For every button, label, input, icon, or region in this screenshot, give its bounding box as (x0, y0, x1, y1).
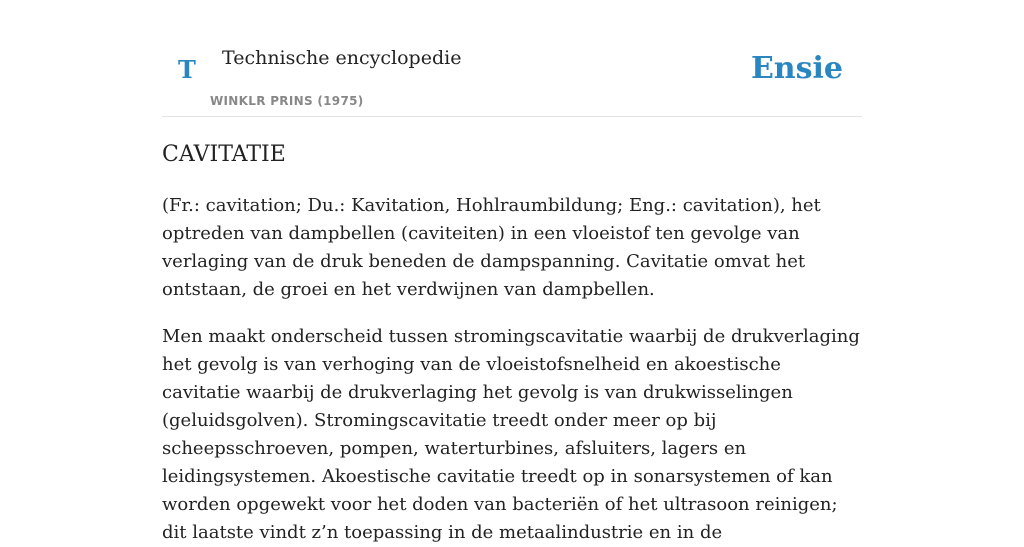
brand-logo[interactable]: Ensie (750, 51, 843, 86)
encyclopedia-edition: WINKLR PRINS (1975) (210, 94, 364, 108)
article-paragraph: Men maakt onderscheid tussen stromingscavitatie waarbij de drukverlaging het gevolg is van verhoging van de vloeistofsnelheid en akoestische cavitatie waarbij de drukverlaging het gevolg is van drukwisselingen (geluidsgolven). Stromingscavitatie treedt onder meer op bij scheepsschroeven, pompen, waterturbines, afsluiters, lagers en leidingsystemen. Akoestische cavitatie treedt op in sonarsystemen of kan worden opgewekt voor het doden van bacteriën of het ultrasoon reinigen; dit laatste vindt z’n toepassing in de metaalindustrie en in de (162, 326, 860, 543)
article-paragraph: (Fr.: cavitation; Du.: Kavitation, Hohlraumbildung; Eng.: cavitation), het optreden van dampbellen (caviteiten) in een vloeistof ten gevolge van verlaging van de druk beneden de dampspanning. Cavitatie omvat het ontstaan, de groei en het verdwijnen van dampbellen. (162, 195, 821, 300)
header (162, 0, 862, 117)
encyclopedia-logo-icon[interactable]: T (178, 55, 196, 84)
article-title: CAVITATIE (162, 142, 286, 167)
encyclopedia-title[interactable]: Technische encyclopedie (222, 47, 462, 69)
